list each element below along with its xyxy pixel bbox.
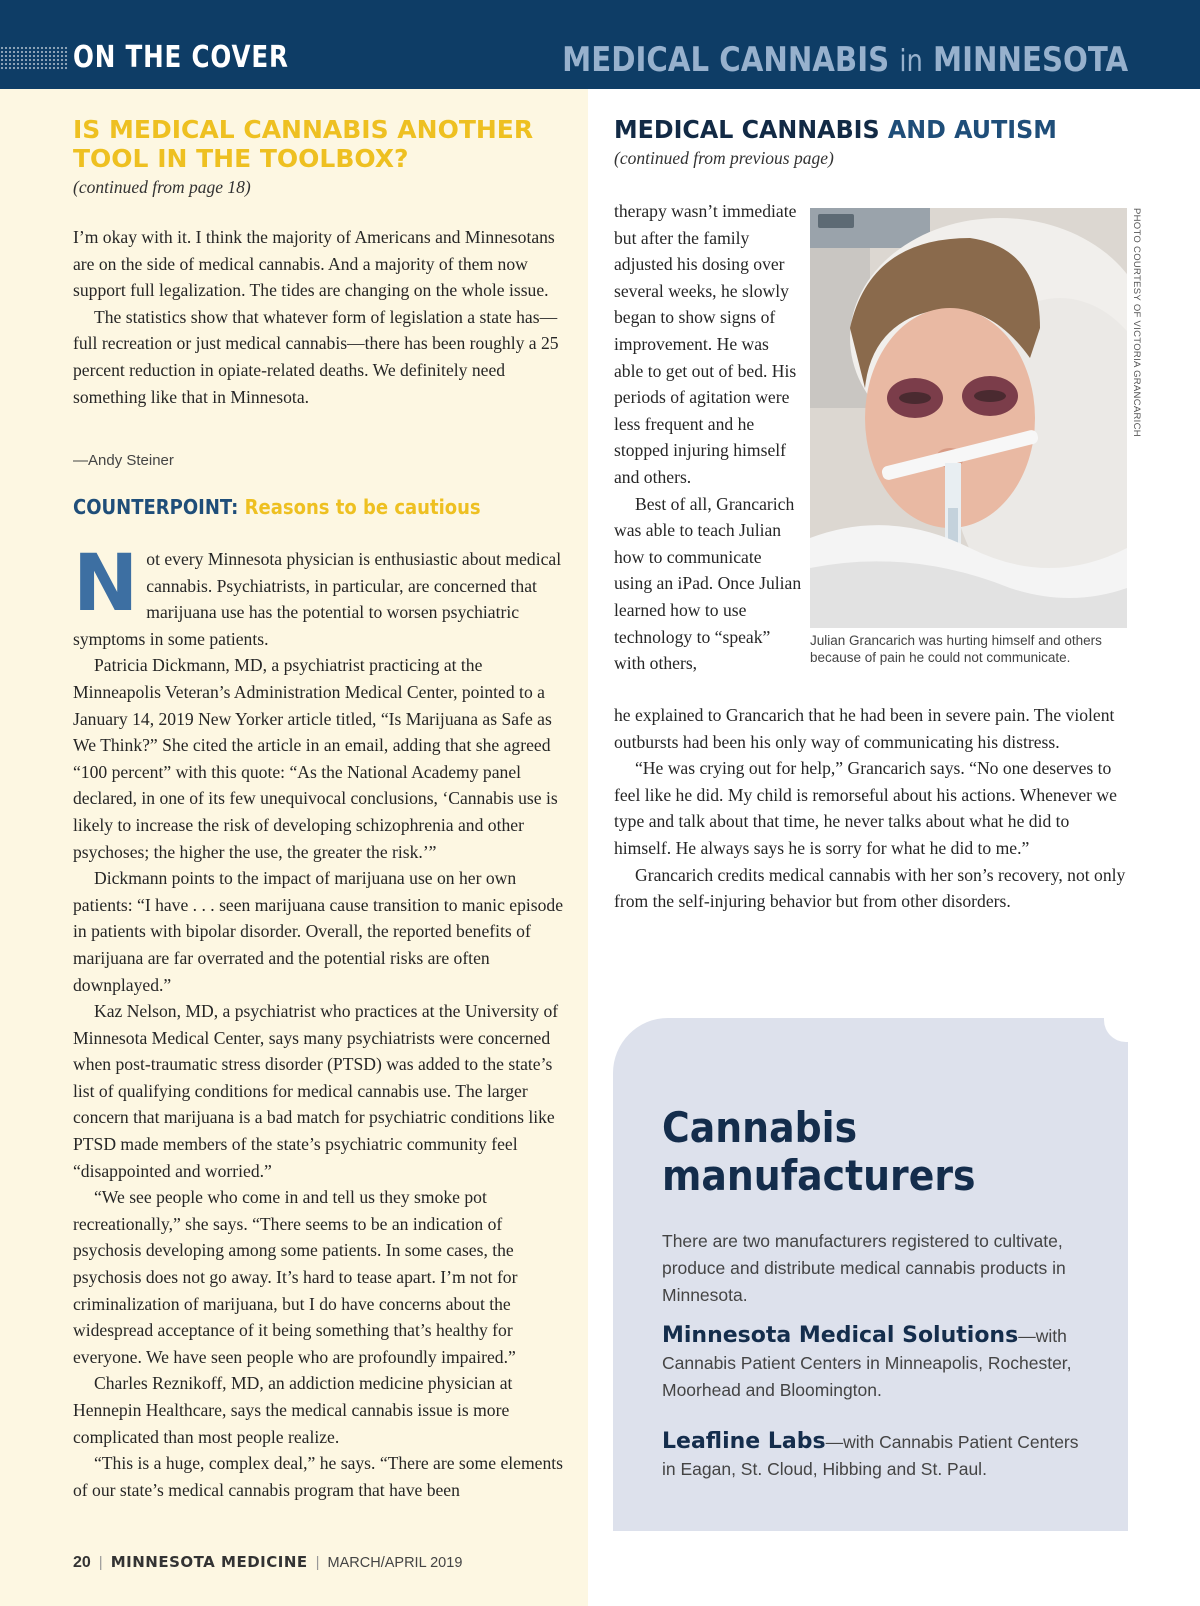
footer-separator: | [315, 1554, 320, 1571]
topic-title [562, 40, 1128, 80]
header-dot-pattern [0, 46, 68, 70]
right-article-body-wide [614, 702, 1128, 915]
photo-credit [1130, 208, 1140, 628]
paragraph: The statistics show that whatever form of legislation a state has—full recreation or just medical cannabis—there has been roughly a 25 percent reduction in opiate-related deaths. We definitely need something like that in Minnesota. [73, 306, 559, 407]
section-label: ON THE COVER [73, 40, 289, 75]
page-footer [73, 1553, 462, 1572]
page-number: 20 [73, 1554, 91, 1571]
publication-name: MINNESOTA MEDICINE [110, 1553, 308, 1571]
right-article-body-narrow [614, 198, 802, 677]
paragraph: Patricia Dickmann, MD, a psychiatrist practicing at the Minneapolis Veteran’s Administration Medical Center, pointed to a January 14, 2019 New Yorker article titled, “Is Marijuana as Safe as We Think?” She cited the article in an email, adding that she agreed “100 percent” with this quote: “As the National Academy panel declared, in one of its few unequivocal conclusions, ‘Cannabis use is likely to increase the risk of developing schizophrenia and other psychoses; the higher the use, the greater the risk.’” [73, 655, 558, 862]
right-headline-part-1: MEDICAL CANNABIS [614, 115, 880, 144]
right-headline-part-2: AND AUTISM [887, 115, 1057, 144]
counterpoint-subtitle: Reasons to be cautious [244, 495, 481, 519]
paragraph: he explained to Grancarich that he had been in severe pain. The violent outbursts had been his only way of communicating his distress. [614, 705, 1115, 752]
sidebar-intro: There are two manufacturers registered to cultivate, produce and distribute medical cannabis products in Minnesota. [662, 1231, 1066, 1305]
page-header [0, 0, 1200, 89]
paragraph: Kaz Nelson, MD, a psychiatrist who practices at the University of Minnesota Medical Center, says many psychiatrists were concerned when post-traumatic stress disorder (PTSD) was added to the state’s list of qualifying conditions for medical cannabis use. The larger concern that marijuana is a bad match for psychiatric conditions like PTSD made members of the state’s psychiatric community feel “disappointed and worried.” [73, 1001, 559, 1181]
paragraph: “We see people who come in and tell us they smoke pot recreationally,” she says. “There seems to be an indication of psychosis developing among some patients. In some cases, the psychosis does not go away. It’s hard to tease apart. I’m not for criminalization of marijuana, but I do have concerns about the widespread acceptance of it being something that’s healthy for everyone. We have seen people who are profoundly impaired.” [73, 1187, 518, 1367]
paragraph: Grancarich credits medical cannabis with her son’s recovery, not only from the self-injuring behavior but from other disorders. [614, 864, 1126, 912]
issue-date: MARCH/APRIL 2019 [327, 1555, 463, 1571]
counterpoint-label: COUNTERPOINT: [73, 495, 239, 519]
sidebar-title: Cannabis manufacturers [662, 1103, 976, 1200]
first-paragraph-text: ot every Minnesota physician is enthusiastic about medical cannabis. Psychiatrists, in particular, are concerned that marijuana use has the potential to worsen psychiatric symptoms in some patients. [73, 549, 562, 649]
counterpoint-body [73, 539, 569, 1503]
byline: —Andy Steiner [73, 452, 174, 469]
photo-caption: Julian Grancarich was hurting himself and others because of pain he could not communicate. [810, 633, 1102, 665]
left-article-body [73, 224, 569, 410]
paragraph: Dickmann points to the impact of marijuana use on her own patients: “I have . . . seen marijuana cause transition to manic episode in patients with bipolar disorder. Overall, the reported benefits of marijuana are far overrated and the potential risks are often downplayed.” [73, 868, 564, 995]
paragraph: Charles Reznikoff, MD, an addiction medicine physician at Hennepin Healthcare, says the medical cannabis issue is more complicated than most people realize. [73, 1373, 513, 1447]
right-continued-note: (continued from previous page) [614, 148, 834, 168]
patient-photo [810, 208, 1127, 628]
counterpoint-heading [73, 495, 481, 519]
paragraph: “This is a huge, complex deal,” he says. “There are some elements of our state’s medical cannabis program that have been [73, 1453, 563, 1500]
manufacturer-name: Leafline Labs [662, 1429, 826, 1454]
paragraph: Best of all, Grancarich was able to teach Julian how to communicate using an iPad. Once Julian learned how to use technology to “speak” with others, [614, 493, 802, 674]
manufacturer-detail: —with Cannabis Patient Centers in Minneapolis, Rochester, Moorhead and Bloomington. [662, 1326, 1072, 1400]
sidebar-corner-notch [1104, 1014, 1128, 1042]
photo-credit-text: PHOTO COURTESY OF VICTORIA GRANCARICH [1131, 208, 1142, 437]
manufacturers-sidebar [613, 1018, 1128, 1531]
paragraph: I’m okay with it. I think the majority of Americans and Minnesotans are on the side of medical cannabis. And a majority of them now support full legalization. The tides are changing on the whole issue. [73, 227, 555, 301]
manufacturer-item [662, 1428, 1082, 1483]
manufacturer-item [662, 1322, 1082, 1404]
paragraph: therapy wasn’t immediate but after the family adjusted his dosing over several weeks, he slowly began to show signs of improvement. He was able to get out of bed. His periods of agitation were less frequent and he stopped injuring himself and others. [614, 201, 797, 487]
right-article-headline [614, 115, 1057, 144]
manufacturer-name: Minnesota Medical Solutions [662, 1323, 1019, 1348]
drop-cap: N [73, 539, 139, 629]
footer-separator: | [98, 1554, 103, 1571]
left-continued-note: (continued from page 18) [73, 177, 251, 197]
topic-part-1: MEDICAL CANNABIS [561, 40, 889, 80]
left-article-headline: IS MEDICAL CANNABIS ANOTHER TOOL IN THE TOOLBOX? [73, 115, 534, 173]
topic-in: in [899, 44, 923, 79]
topic-part-2: MINNESOTA [932, 40, 1128, 80]
patient-photo-illustration [810, 208, 1127, 628]
first-paragraph [73, 539, 569, 652]
manufacturer-detail: —with Cannabis Patient Centers in Eagan, St. Cloud, Hibbing and St. Paul. [662, 1432, 1079, 1479]
paragraph: “He was crying out for help,” Grancarich says. “No one deserves to feel like he did. My child is remorseful about his actions. Whenever we type and talk about that time, he never talks about what he did to himself. He always says he is sorry for what he did to me.” [614, 758, 1117, 858]
